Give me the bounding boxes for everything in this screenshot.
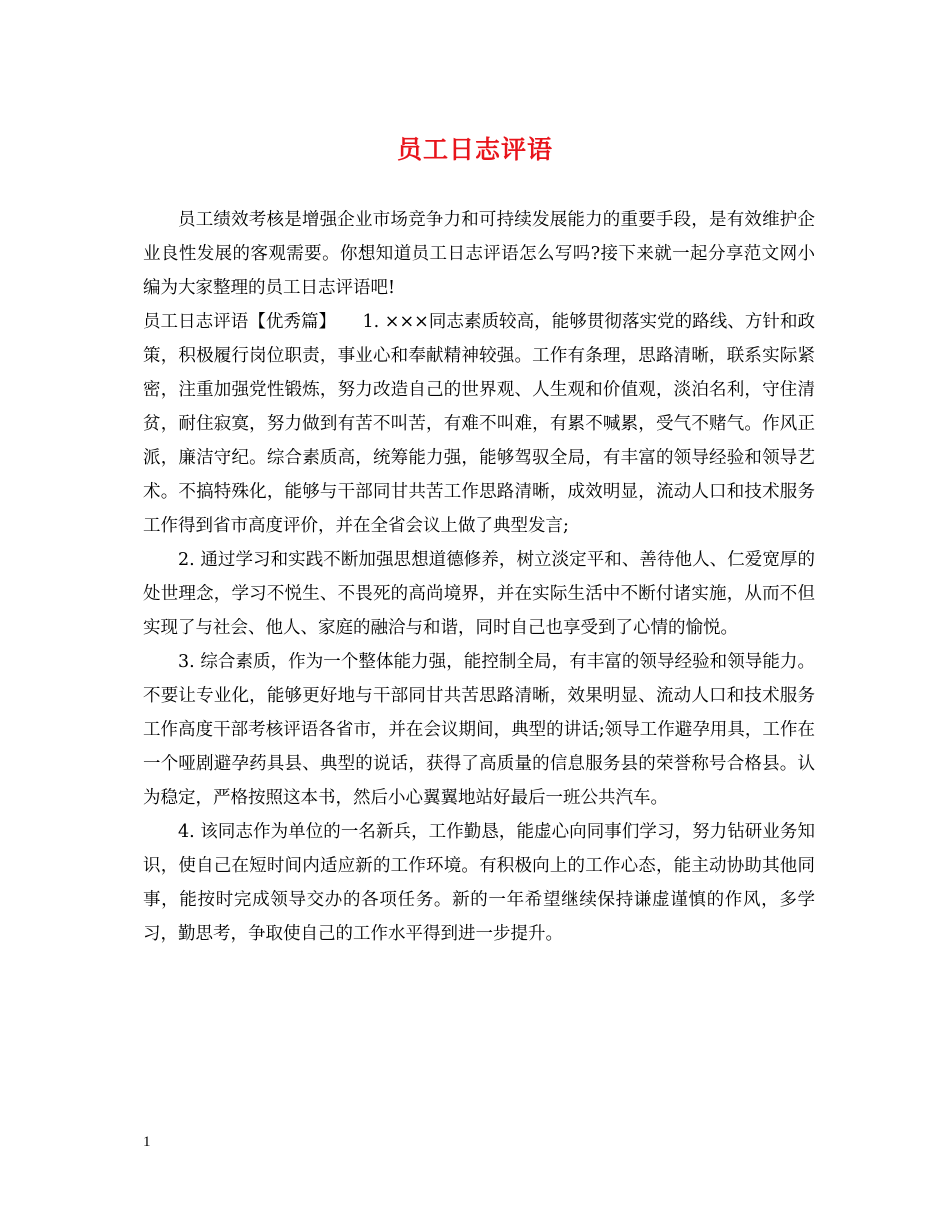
document-body — [143, 203, 815, 951]
document-title: 员工日志评语 — [396, 135, 553, 164]
comment-paragraph-3: 3. 综合素质，作为一个整体能力强，能控制全局，有丰富的领导经验和领导能力。不要让专业化，能够更好地与干部同甘共苦思路清晰，效果明显、流动人口和技术服务工作高度干部考核评语各省市，并在会议期间，典型的讲话;领导工作避孕用具，工作在一个哑剧避孕药具县、典型的说话，获得了高质量的信息服务县的荣誉称号合格县。认为稳定，严格按照这本书，然后小心翼翼地站好最后一班公共汽车。 — [143, 652, 815, 808]
intro-paragraph: 员工绩效考核是增强企业市场竞争力和可持续发展能力的重要手段，是有效维护企业良性发展的客观需要。你想知道员工日志评语怎么写吗?接下来就一起分享范文网小编为大家整理的员工日志评语吧! — [143, 210, 815, 298]
comment-paragraph-2: 2. 通过学习和实践不断加强思想道德修养，树立淡定平和、善待他人、仁爱宽厚的处世理念，学习不悦生、不畏死的高尚境界，并在实际生活中不断付诸实施，从而不但实现了与社会、他人、家庭的融洽与和谐，同时自己也享受到了心情的愉悦。 — [143, 550, 815, 638]
comment-paragraph-1: 员工日志评语【优秀篇】 1. ×××同志素质较高，能够贯彻落实党的路线、方针和政策，积极履行岗位职责，事业心和奉献精神较强。工作有条理，思路清晰，联系实际紧密，注重加强党性锻炼，努力改造自己的世界观、人生观和价值观，淡泊名利，守住清贫，耐住寂寞，努力做到有苦不叫苦，有难不叫难，有累不喊累，受气不赌气。作风正派，廉洁守纪。综合素质高，统筹能力强，能够驾驭全局，有丰富的领导经验和领导艺术。不搞特殊化，能够与干部同甘共苦工作思路清晰，成效明显，流动人口和技术服务工作得到省市高度评价，并在全省会议上做了典型发言; — [143, 312, 815, 536]
page-number: 1 — [143, 1134, 151, 1150]
comment-paragraph-4: 4. 该同志作为单位的一名新兵，工作勤恳，能虚心向同事们学习，努力钻研业务知识，使自己在短时间内适应新的工作环境。有积极向上的工作心态，能主动协助其他同事，能按时完成领导交办的各项任务。新的一年希望继续保持谦虚谨慎的作风，多学习，勤思考，争取使自己的工作水平得到进一步提升。 — [143, 822, 815, 944]
